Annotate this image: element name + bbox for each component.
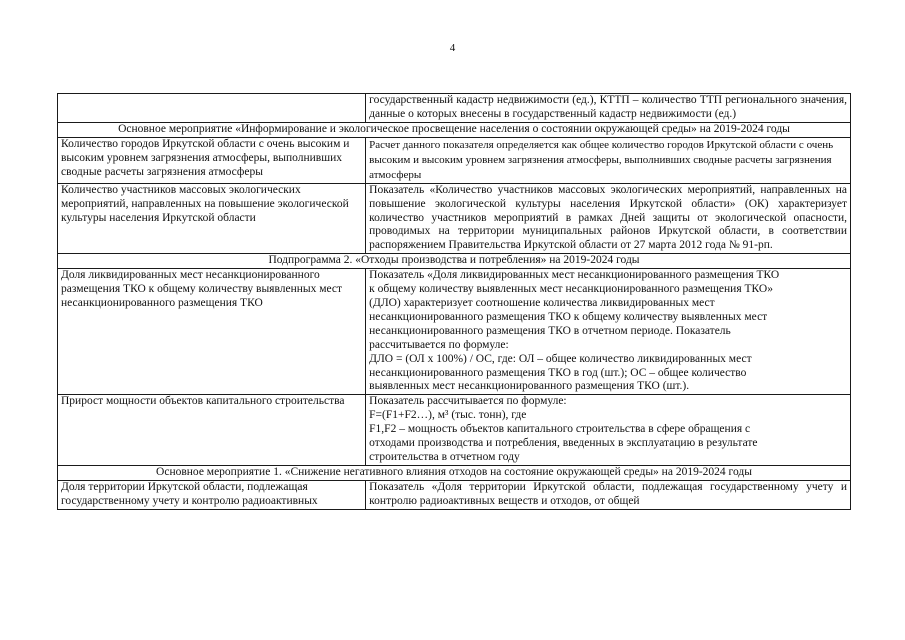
section-header-row xyxy=(58,465,851,480)
indicator-description-cell xyxy=(366,395,851,466)
indicator-description-cell: Показатель «Доля территории Иркутской области, подлежащая государственному учету и контролю радиоактивных веществ и отходов, от общей xyxy=(366,480,851,509)
description-line: к общему количеству выявленных мест несанкционированного размещения ТКО» xyxy=(369,283,773,296)
description-line: Показатель рассчитывается по формуле: xyxy=(369,395,567,408)
description-line: несанкционированного размещения ТКО в год (шт.); ОС – общее количество xyxy=(369,366,747,379)
indicator-name-cell: Количество участников массовых экологических мероприятий, направленных на повышение экологической культуры населения Иркутской области xyxy=(58,183,366,254)
description-line: несанкционированного размещения ТКО в отчетном периоде. Показатель xyxy=(369,324,731,337)
indicator-description-cell: Расчет данного показателя определяется как общее количество городов Иркутской области с очень высоким и высоким уровнем загрязнения атмосферы, выполнивших сводные расчеты загрязнения атмосферы xyxy=(366,137,851,183)
indicator-name-cell: Доля ликвидированных мест несанкционированного размещения ТКО к общему количеству выявленных мест несанкционированного размещения ТКО xyxy=(58,269,366,395)
table-row xyxy=(58,269,851,395)
indicators-table xyxy=(57,93,851,510)
table-row xyxy=(58,183,851,254)
indicator-name-cell: Прирост мощности объектов капитального строительства xyxy=(58,395,366,466)
indicator-description-cell xyxy=(366,269,851,395)
description-line: F1,F2 – мощность объектов капитального строительства в сфере обращения с xyxy=(369,423,751,436)
indicator-name-cell: Доля территории Иркутской области, подлежащая государственному учету и контролю радиоактивных xyxy=(58,480,366,509)
description-line: рассчитывается по формуле: xyxy=(369,338,509,351)
description-line: отходами производства и потребления, введенных в эксплуатацию в результате xyxy=(369,437,758,450)
formula-line: ДЛО = (ОЛ х 100%) / ОС, где: ОЛ – общее количество ликвидированных мест xyxy=(369,352,752,365)
indicator-description-cell: государственный кадастр недвижимости (ед.), КТТП – количество ТТП регионального значения, данные о которых внесены в государственный кадастр недвижимости (ед.) xyxy=(366,94,851,123)
table-row xyxy=(58,480,851,509)
table-row xyxy=(58,395,851,466)
section-header: Основное мероприятие 1. «Снижение негативного влияния отходов на состояние окружающей среды» на 2019-2024 годы xyxy=(58,465,851,480)
section-header-row xyxy=(58,122,851,137)
page-number: 4 xyxy=(449,42,456,54)
description-line: несанкционированного размещения ТКО к общему количеству выявленных мест xyxy=(369,310,768,323)
indicator-description-cell: Показатель «Количество участников массовых экологических мероприятий, направленных на повышение экологической культуры населения Иркутской области» (ОК) характеризует количество участников мероприятий в рамках Дней защиты от экологической опасности, проводимых на территории муниципальных районов Иркутской области, в соответствии распоряжением Правительства Иркутской области от 27 марта 2012 года № 91-рп. xyxy=(366,183,851,254)
description-line: строительства в отчетном году xyxy=(369,450,520,463)
description-line: Показатель «Доля ликвидированных мест несанкционированного размещения ТКО xyxy=(369,269,780,282)
section-header: Основное мероприятие «Информирование и экологическое просвещение населения о состоянии окружающей среды» на 2019-2024 годы xyxy=(58,122,851,137)
table-row xyxy=(58,137,851,183)
description-line: выявленных мест несанкционированного размещения ТКО (шт.). xyxy=(369,380,690,393)
description-line: (ДЛО) характеризует соотношение количества ликвидированных мест xyxy=(369,296,715,309)
formula-line: F=(F1+F2…), м³ (тыс. тонн), где xyxy=(369,409,527,422)
indicator-name-cell xyxy=(58,94,366,123)
section-header-row xyxy=(58,254,851,269)
table-row xyxy=(58,94,851,123)
indicator-name-cell: Количество городов Иркутской области с очень высоким и высоким уровнем загрязнения атмосферы, выполнивших сводные расчеты загрязнения атмосферы xyxy=(58,137,366,183)
section-header: Подпрограмма 2. «Отходы производства и потребления» на 2019-2024 годы xyxy=(58,254,851,269)
